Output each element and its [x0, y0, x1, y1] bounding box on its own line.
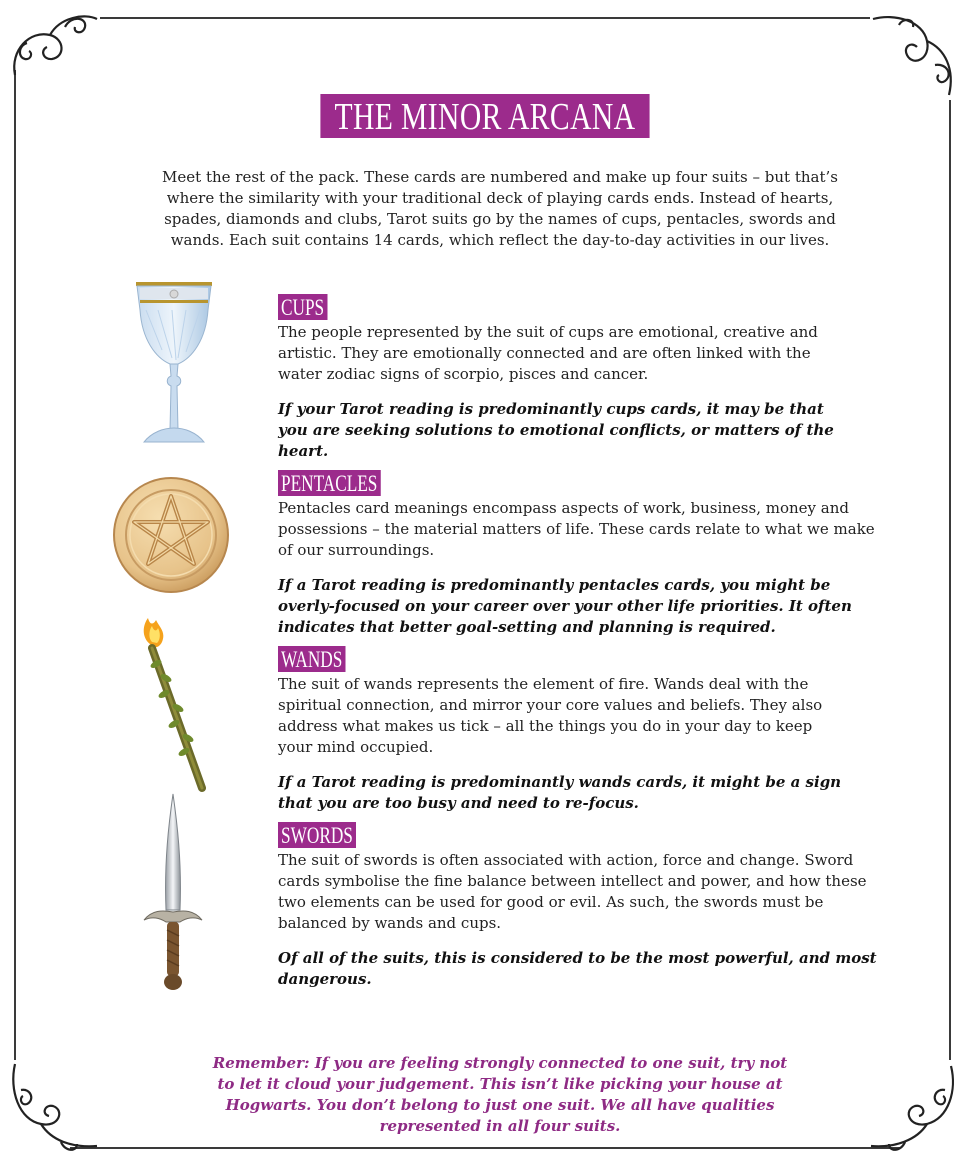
suit-section-wands — [278, 646, 878, 814]
intro-paragraph: Meet the rest of the pack. These cards are numbered and make up four suits – but that’s where the similarity with your traditional deck of playing cards ends. Instead of hearts, spades, diamonds and clubs, Tarot suits go by the names of cups, pentacles, swords and wands. Each suit contains 14 cards, which reflect the day-to-day activities in our lives. — [162, 168, 838, 249]
page-title: THE MINOR ARCANA — [320, 94, 649, 138]
suit-heading-pentacles: PENTACLES — [278, 470, 380, 496]
suit-note-pentacles: If a Tarot reading is predominantly pentacles cards, you might be overly-focused on your career over your other life priorities. It often indicates that better goal-setting and planning is required. — [278, 576, 852, 636]
suit-section-swords — [278, 822, 878, 990]
suit-section-pentacles — [278, 470, 878, 638]
suit-note-swords: Of all of the suits, this is considered to be the most powerful, and most dangerous. — [278, 949, 877, 988]
suit-description-wands: The suit of wands represents the element of fire. Wands deal with the spiritual connection, and mirror your core values and beliefs. They also address what makes us tick – all the things you do in your day to keep your mind occupied. — [278, 675, 823, 756]
flourish-top-right-icon — [865, 5, 965, 105]
frame-left-border — [14, 70, 16, 1060]
frame-right-border — [949, 100, 951, 1060]
frame-top-border — [100, 17, 870, 19]
goblet-icon — [132, 280, 216, 445]
suit-note-wands: If a Tarot reading is predominantly wands cards, it might be a sign that you are too busy and need to re-focus. — [278, 773, 842, 812]
suit-heading-swords: SWORDS — [278, 822, 356, 848]
flourish-top-left-icon — [5, 5, 105, 105]
flaming-wand-icon — [132, 616, 212, 794]
title-banner — [0, 94, 970, 138]
frame-bottom-border — [70, 1147, 900, 1149]
flourish-bottom-left-icon — [5, 1060, 105, 1160]
remember-note: Remember: If you are feeling strongly connected to one suit, try not to let it cloud your judgement. This isn’t like picking your house at Hogwarts. You don’t belong to just one suit. We all have qualities represented in all four suits. — [212, 1054, 788, 1135]
suit-note-cups: If your Tarot reading is predominantly cups cards, it may be that you are seeking solutions to emotional conflicts, or matters of the heart. — [278, 400, 834, 460]
suit-description-pentacles: Pentacles card meanings encompass aspects of work, business, money and possessions – the material matters of life. These cards relate to what we make of our surroundings. — [278, 499, 875, 559]
suit-heading-wands: WANDS — [278, 646, 345, 672]
pentacle-coin-icon — [112, 476, 230, 594]
flourish-bottom-right-icon — [865, 1060, 965, 1160]
suit-heading-cups: CUPS — [278, 294, 327, 320]
suit-description-cups: The people represented by the suit of cups are emotional, creative and artistic. They are emotionally connected and are often linked with the water zodiac signs of scorpio, pisces and cancer. — [278, 323, 818, 383]
suit-description-swords: The suit of swords is often associated with action, force and change. Sword cards symbolise the fine balance between intellect and power, and how these two elements can be used for good or evil. As such, the swords must be balanced by wands and cups. — [278, 851, 867, 932]
sword-icon — [142, 792, 204, 992]
suit-section-cups — [278, 294, 878, 462]
